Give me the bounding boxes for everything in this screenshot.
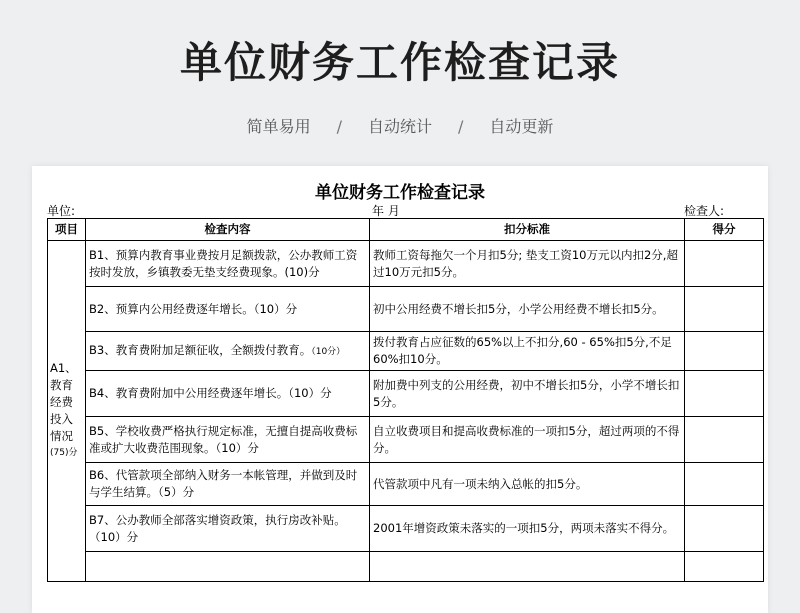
standard-cell: 附加费中列支的公用经费，初中不增长扣5分，小学不增长扣5分。 bbox=[370, 371, 685, 417]
column-header: 检查内容 bbox=[86, 219, 370, 241]
score-cell[interactable] bbox=[685, 371, 764, 417]
category-line: 情况 bbox=[50, 429, 73, 443]
score-cell[interactable] bbox=[685, 287, 764, 332]
score-cell[interactable] bbox=[685, 332, 764, 371]
content-cell: B5、学校收费严格执行规定标准，无擅自提高收费标准或扩大收费范围现象。（10）分 bbox=[86, 417, 370, 463]
category-line: 经费 bbox=[50, 395, 73, 409]
inspector-label: 检查人: bbox=[684, 204, 725, 218]
score-cell[interactable] bbox=[685, 552, 764, 582]
score-cell[interactable] bbox=[685, 241, 764, 287]
table-row bbox=[48, 241, 764, 287]
content-cell bbox=[86, 332, 370, 371]
score-cell[interactable] bbox=[685, 506, 764, 552]
column-header: 扣分标准 bbox=[370, 219, 685, 241]
table-row bbox=[48, 506, 764, 552]
content-cell: B6、代管款项全部纳入财务一本帐管理，并做到及时与学生结算。（5）分 bbox=[86, 463, 370, 506]
table-row bbox=[48, 463, 764, 506]
table-row bbox=[48, 417, 764, 463]
content-cell: B2、预算内公用经费逐年增长。（10）分 bbox=[86, 287, 370, 332]
content-cell: B7、公办教师全部落实增资政策，执行房改补贴。（10）分 bbox=[86, 506, 370, 552]
page-title: 单位财务工作检查记录 bbox=[179, 38, 620, 87]
table-row bbox=[48, 287, 764, 332]
standard-cell: 教师工资每拖欠一个月扣5分; 垫支工资10万元以内扣2分,超过10万元扣5分。 bbox=[370, 241, 685, 287]
category-line: 教育 bbox=[50, 378, 73, 392]
standard-cell bbox=[370, 552, 685, 582]
category-line: A1、 bbox=[50, 361, 77, 375]
content-cell bbox=[86, 552, 370, 582]
standard-cell: 初中公用经费不增长扣5分，小学公用经费不增长扣5分。 bbox=[370, 287, 685, 332]
table-row bbox=[48, 332, 764, 371]
inspection-table bbox=[47, 218, 764, 582]
document-card bbox=[32, 166, 768, 613]
tagline bbox=[0, 114, 800, 137]
date-label: 年 月 bbox=[372, 204, 400, 218]
tag-auto-stats: 自动统计 bbox=[367, 117, 432, 136]
tag-easy: 简单易用 bbox=[246, 117, 311, 136]
document-title: 单位财务工作检查记录 bbox=[315, 183, 485, 203]
content-cell: B1、预算内教育事业费按月足额拨款，公办教师工资按时发放，乡镇教委无垫支经费现象。(10)分 bbox=[86, 241, 370, 287]
content-text: B3、教育费附加足额征收，全额拨付教育。 bbox=[89, 342, 312, 357]
separator: / bbox=[336, 117, 342, 136]
tag-auto-update: 自动更新 bbox=[489, 117, 554, 136]
separator: / bbox=[458, 117, 464, 136]
column-header: 项目 bbox=[48, 219, 86, 241]
unit-label: 单位: bbox=[47, 204, 76, 218]
table-row-empty bbox=[48, 552, 764, 582]
standard-cell: 自立收费项目和提高收费标准的一项扣5分，超过两项的不得分。 bbox=[370, 417, 685, 463]
standard-cell: 代管款项中凡有一项未纳入总帐的扣5分。 bbox=[370, 463, 685, 506]
score-cell[interactable] bbox=[685, 463, 764, 506]
table-row bbox=[48, 371, 764, 417]
column-header: 得分 bbox=[685, 219, 764, 241]
table-header-row bbox=[48, 219, 764, 241]
standard-cell: 2001年增资政策未落实的一项扣5分，两项未落实不得分。 bbox=[370, 506, 685, 552]
standard-cell: 拨付教育占应征数的65%以上不扣分,60 - 65%扣5分,不足60%扣10分。 bbox=[370, 332, 685, 371]
content-cell: B4、教育费附加中公用经费逐年增长。（10）分 bbox=[86, 371, 370, 417]
content-note: （10分） bbox=[311, 346, 346, 357]
category-cell bbox=[48, 241, 86, 582]
score-cell[interactable] bbox=[685, 417, 764, 463]
category-points: (75)分 bbox=[50, 448, 78, 458]
category-line: 投入 bbox=[50, 412, 73, 426]
